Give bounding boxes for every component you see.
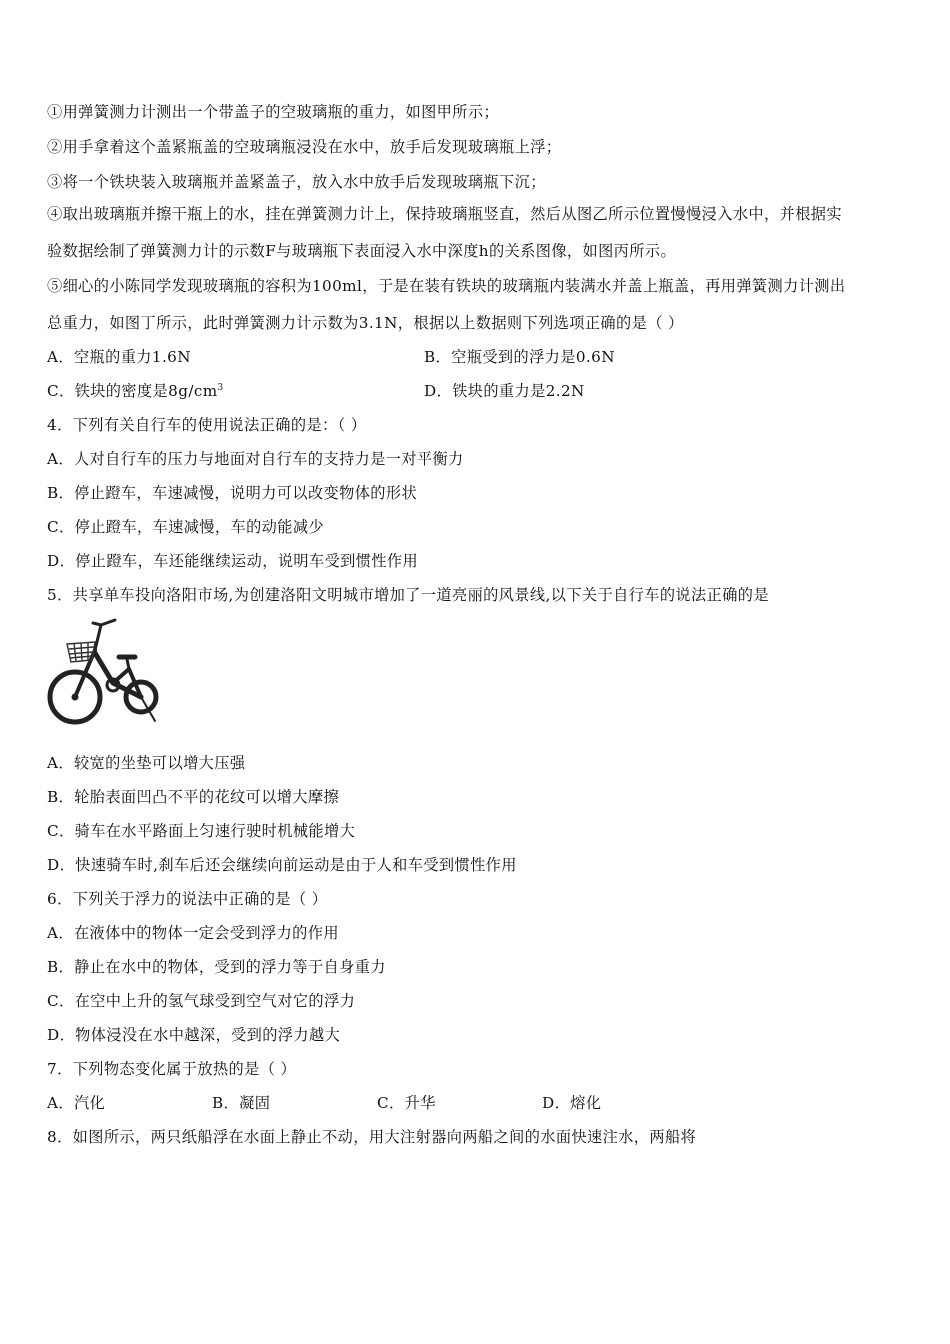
q6-stem: 6．下列关于浮力的说法中正确的是（ ） [47, 890, 328, 908]
q5-option-d: D．快速骑车时,刹车后还会继续向前运动是由于人和车受到惯性作用 [47, 856, 517, 874]
q4-stem: 4．下列有关自行车的使用说法正确的是：（ ） [47, 416, 367, 434]
q3-step1: ①用弹簧测力计测出一个带盖子的空玻璃瓶的重力，如图甲所示； [47, 103, 500, 121]
bicycle-image [45, 617, 163, 729]
q4-option-d: D．停止蹬车，车还能继续运动，说明车受到惯性作用 [47, 552, 419, 570]
q7-option-b: B．凝固 [212, 1094, 271, 1112]
q4-option-a: A．人对自行车的压力与地面对自行车的支持力是一对平衡力 [47, 450, 464, 468]
q5-stem: 5．共享单车投向洛阳市场,为创建洛阳文明城市增加了一道亮丽的风景线,以下关于自行车的说法正确的是 [47, 586, 769, 604]
q6-option-c: C．在空中上升的氢气球受到空气对它的浮力 [47, 992, 356, 1010]
q5-option-b: B．轮胎表面凹凸不平的花纹可以增大摩擦 [47, 788, 340, 806]
q4-option-c: C．停止蹬车，车速减慢，车的动能减少 [47, 518, 325, 536]
q7-stem: 7．下列物态变化属于放热的是（ ） [47, 1060, 297, 1078]
q4-option-b: B．停止蹬车，车速减慢，说明力可以改变物体的形状 [47, 484, 418, 502]
q8-stem: 8．如图所示，两只纸船浮在水面上静止不动，用大注射器向两船之间的水面快速注水，两船将 [47, 1128, 697, 1146]
q7-option-d: D．熔化 [542, 1094, 602, 1112]
q3-option-c: C．铁块的密度是$8g/cm^3$ [47, 382, 224, 400]
q3-step5-line1: ⑤细心的小陈同学发现玻璃瓶的容积为100ml，于是在装有铁块的玻璃瓶内装满水并盖上瓶盖，再用弹簧测力计测出 [47, 277, 846, 295]
q6-option-b: B．静止在水中的物体，受到的浮力等于自身重力 [47, 958, 386, 976]
q3-step2: ②用手拿着这个盖紧瓶盖的空玻璃瓶浸没在水中，放手后发现玻璃瓶上浮； [47, 138, 562, 156]
q3-step4-line1: ④取出玻璃瓶并擦干瓶上的水，挂在弹簧测力计上，保持玻璃瓶竖直，然后从图乙所示位置慢慢浸入水中，并根据实 [47, 205, 842, 223]
q3-option-d: D．铁块的重力是2.2N [424, 382, 585, 400]
q3-step3: ③将一个铁块装入玻璃瓶并盖紧盖子，放入水中放手后发现玻璃瓶下沉； [47, 173, 546, 191]
q3-step4-line2: 验数据绘制了弹簧测力计的示数F与玻璃瓶下表面浸入水中深度h的关系图像，如图丙所示。 [47, 242, 677, 260]
q7-options-row [47, 1093, 602, 1113]
q7-option-c: C．升华 [377, 1094, 436, 1112]
q3-step5-line2: 总重力，如图丁所示，此时弹簧测力计示数为3.1N，根据以上数据则下列选项正确的是（ ） [47, 314, 684, 332]
q3-options-row1 [47, 347, 615, 367]
q6-option-d: D．物体浸没在水中越深，受到的浮力越大 [47, 1026, 341, 1044]
q6-option-a: A．在液体中的物体一定会受到浮力的作用 [47, 924, 339, 942]
q5-option-c: C．骑车在水平路面上匀速行驶时机械能增大 [47, 822, 356, 840]
q3-option-b: B．空瓶受到的浮力是0.6N [424, 348, 615, 366]
q5-option-a: A．较宽的坐垫可以增大压强 [47, 754, 246, 772]
q3-option-a: A．空瓶的重力1.6N [47, 348, 191, 366]
q7-option-a: A．汽化 [47, 1094, 106, 1112]
q3-options-row2 [47, 381, 585, 401]
q3-option-c-superscript: 3 [217, 382, 224, 393]
